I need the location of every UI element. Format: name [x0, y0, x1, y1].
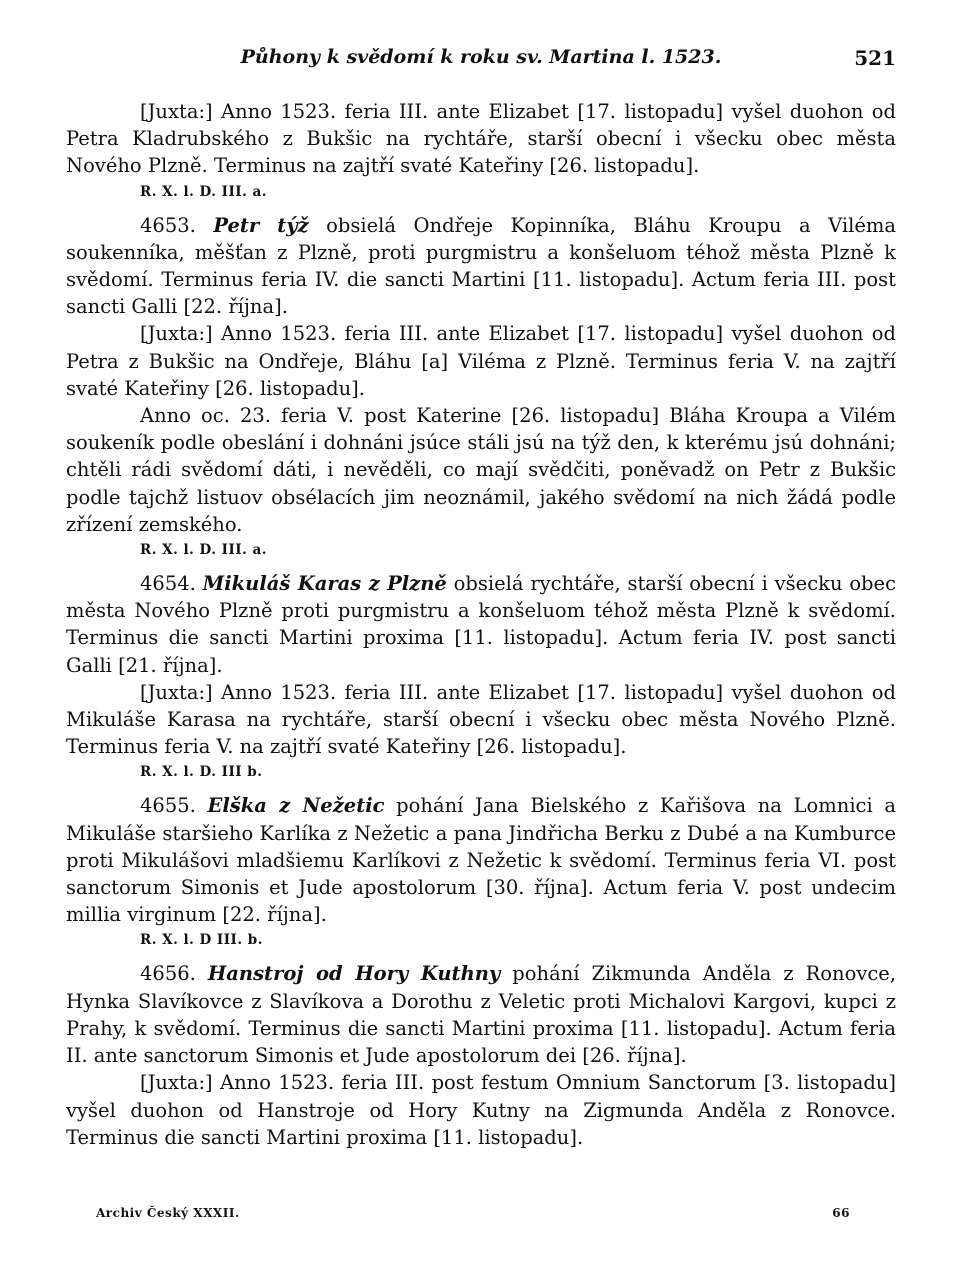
entry-number: 4655.: [140, 794, 196, 818]
entry-person: Hanstroj od Hory Kuthny: [207, 962, 501, 986]
volume-signature: Archiv Český XXXII.: [96, 1206, 240, 1220]
entry-text: obsielá Ondřeje Kopinníka, Bláhu Kroupu a Viléma soukenníka, měšťan z Plzně, proti purgmistru a konšeluom téhož města Plzně k svědomí. Terminus feria IV. die sancti Martini [11. listopadu]. Actum feria III. post sancti Galli [22. října].: [66, 213, 896, 319]
paragraph: [Juxta:] Anno 1523. feria III. ante Elizabet [17. listopadu] vyšel duohon od Petra Kladrubského z Bukšic na rychtáře, starší obecní i všecku obec města Nového Plzně. Terminus na zajtří svaté Kateřiny [26. listopadu].: [66, 100, 896, 178]
paragraph: [Juxta:] Anno 1523. feria III. post festum Omnium Sanctorum [3. listopadu] vyšel duohon od Hanstroje od Hory Kutny na Zigmunda Anděla z Ronovce. Terminus die sancti Martini proxima [11. listopadu].: [66, 1071, 896, 1149]
archive-reference: R. X. l. D. III. a.: [140, 183, 267, 200]
archive-reference: R. X. l. D. III b.: [140, 764, 263, 781]
sheet-number: 66: [832, 1206, 850, 1220]
archive-reference: R. X. l. D III. b.: [140, 932, 263, 949]
entry-4655: [66, 792, 896, 928]
archive-reference: R. X. l. D. III. a.: [140, 542, 267, 559]
entry-number: 4653.: [140, 213, 196, 237]
page-number: 521: [854, 46, 896, 70]
entry-4653: [66, 212, 896, 321]
paragraph: [Juxta:] Anno 1523. feria III. ante Elizabet [17. listopadu] vyšel duohon od Mikuláše Karasa na rychtáře, starší obecní i všecku obec města Nového Plzně. Terminus feria V. na zajtří svaté Kateřiny [26. listopadu].: [66, 680, 896, 759]
entry-text: pohání Jana Bielského z Kařišova na Lomnici a Mikuláše staršieho Karlíka z Nežetic a pana Jindřicha Berku z Dubé a na Kumburce proti Mikulášovi mladšiemu Karlíkovi z Nežetic k svědomí. Terminus feria VI. post sanctorum Simonis et Jude apostolorum [30. října]. Actum feria V. post undecim millia virginum [22. října].: [66, 794, 897, 927]
running-title: Půhony k svědomí k roku sv. Martina l. 1523.: [240, 46, 722, 68]
entry-4656: [66, 960, 896, 1069]
paragraph: Anno oc. 23. feria V. post Katerine [26. listopadu] Bláha Kroupa a Vilém soukeník podle obeslání i dohnáni jsúce stáli jsú na týž den, k kterému jsú dohnáni; chtěli rádi svědomí dáti, i nevěděli, co mají svědčiti, poněvadž on Petr z Bukšic podle tajchž listuov obsélacích jim neoznámil, jakého svědomí na nich žádá podle zřízení zemského.: [66, 404, 896, 536]
entry-text: obsielá rychtáře, starší obecní i všecku obec města Nového Plzně proti purgmistru a konšeluom téhož města Plzně k svědomí. Terminus die sancti Martini proxima [11. listopadu]. Actum feria IV. post sancti Galli [21. října].: [66, 572, 896, 677]
entry-text: pohání Zikmunda Anděla z Ronovce, Hynka Slavíkovce z Slavíkova a Dorothu z Veletic proti Michalovi Kargovi, kupci z Prahy, k svědomí. Terminus die sancti Martini proxima [11. listopadu]. Actum feria II. ante sanctorum Simonis et Jude apostolorum dei [26. října].: [66, 962, 897, 1068]
entry-person: Elška z Nežetic: [207, 794, 385, 818]
entry-number: 4656.: [140, 962, 196, 986]
entry-person: Mikuláš Karas z Plzně: [202, 572, 447, 596]
entry-4654: [66, 570, 896, 679]
paragraph: [Juxta:] Anno 1523. feria III. ante Elizabet [17. listopadu] vyšel duohon od Petra z Bukšic na Ondřeje, Bláhu [a] Viléma z Plzně. Terminus feria V. na zajtří svaté Kateřiny [26. listopadu].: [66, 322, 896, 400]
entry-person: Petr týž: [213, 213, 309, 237]
body-text: [66, 98, 896, 1151]
page-header: [66, 46, 896, 82]
entry-number: 4654.: [140, 572, 196, 596]
